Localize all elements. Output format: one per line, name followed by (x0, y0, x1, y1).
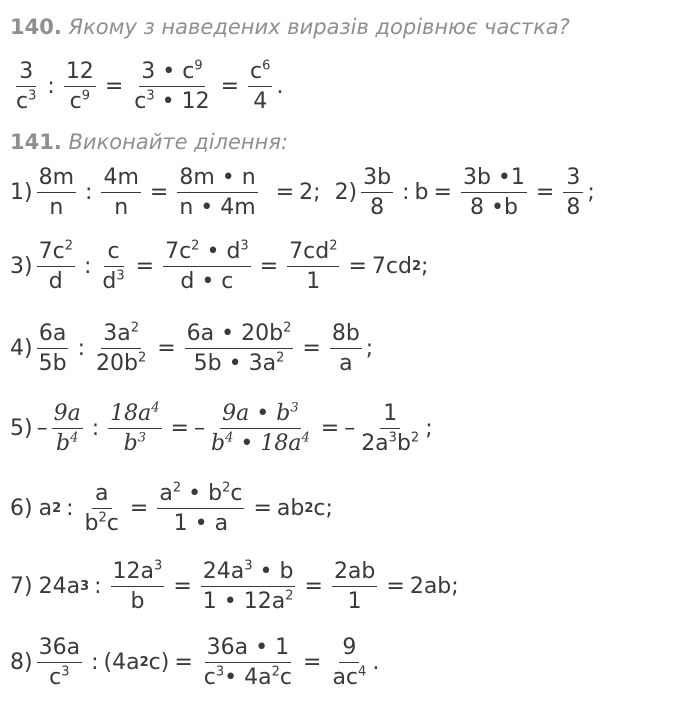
exercise-140-header (10, 15, 570, 39)
result: 2ab (409, 574, 452, 600)
exercise-141-line-4: 4) $\frac{6a}{5b}$ : $\frac{3a^2}{20b^2}$ = $\frac{6a • 20b^2}{5b • 3a^2}$ = $\frac{8b}{a}$ ; (10, 320, 374, 377)
fraction: $\frac{c^6}{4}$ (250, 58, 271, 115)
exercise-141-line-5: 5) – $\frac{9a}{b^4}$ : $\frac{18a^4}{b^3}$ = – $\frac{9a • b^3}{b^4 • 18a^4}$ = – $\frac{1}{2a^3b^2}$ ; (10, 400, 433, 457)
exercise-141-line-7: 7) 24a 3 : $\frac{12a^3}{b}$ = $\frac{24a^3 • b}{1 • 12a^2}$ = $\frac{2ab}{1}$ = 2ab ; (10, 558, 459, 615)
exercise-140-text: Якому з наведених виразів дорівнює частка? (68, 15, 570, 39)
item-label: 4) (10, 336, 33, 362)
exercise-140-expression: $\frac{3}{c^3}$ : $\frac{12}{c^9}$ = $\frac{3 • c^9}{c^3 • 12}$ = $\frac{c^6}{4}$ . (16, 58, 284, 115)
exercise-141-line-6: 6) a 2 : $\frac{a}{b^2c}$ = $\frac{a^2 • b^2c}{1 • a}$ = ab 2 c ; (10, 480, 333, 537)
item-label: 5) (10, 416, 33, 442)
item-label: 1) (10, 180, 33, 206)
exercise-141-header (10, 130, 288, 154)
result: 2 (299, 180, 314, 206)
exercise-140-number: 140. (10, 15, 62, 39)
fraction: $\frac{3}{c^3}$ (16, 59, 37, 115)
exercise-141-number: 141. (10, 130, 62, 154)
item-label: 7) (10, 574, 33, 600)
exercise-141-line-1-2: 1) $\frac{8m}{n}$ : $\frac{4m}{n}$ = $\frac{8m • n}{n • 4m}$ = 2 ; 2) $\frac{3b}{8}$ : b = $\frac{3b •1}{8 •b}$ = $\frac{3}{8}$ ; (10, 165, 595, 221)
item-label: 2) (334, 180, 358, 206)
item-label: 8) (10, 650, 33, 676)
fraction: $\frac{3 • c^9}{c^3 • 12}$ (134, 58, 210, 115)
item-label: 6) (10, 496, 33, 522)
exercise-141-line-8: 8) $\frac{36a}{c^3}$ : ( 4a 2 c ) = $\frac{36a • 1}{c^3• 4a^2c}$ = $\frac{9}{ac^4}$ . (10, 635, 380, 691)
exercise-141-line-3: 3) $\frac{7c^2}{d}$ : $\frac{c}{d^3}$ = $\frac{7c^2 • d^3}{d • c}$ = $\frac{7cd^2}{1}$ = 7cd 2 ; (10, 238, 429, 295)
exercise-141-text: Виконайте ділення: (68, 130, 289, 154)
fraction: $\frac{12}{c^9}$ (65, 59, 94, 115)
item-label: 3) (10, 254, 33, 280)
